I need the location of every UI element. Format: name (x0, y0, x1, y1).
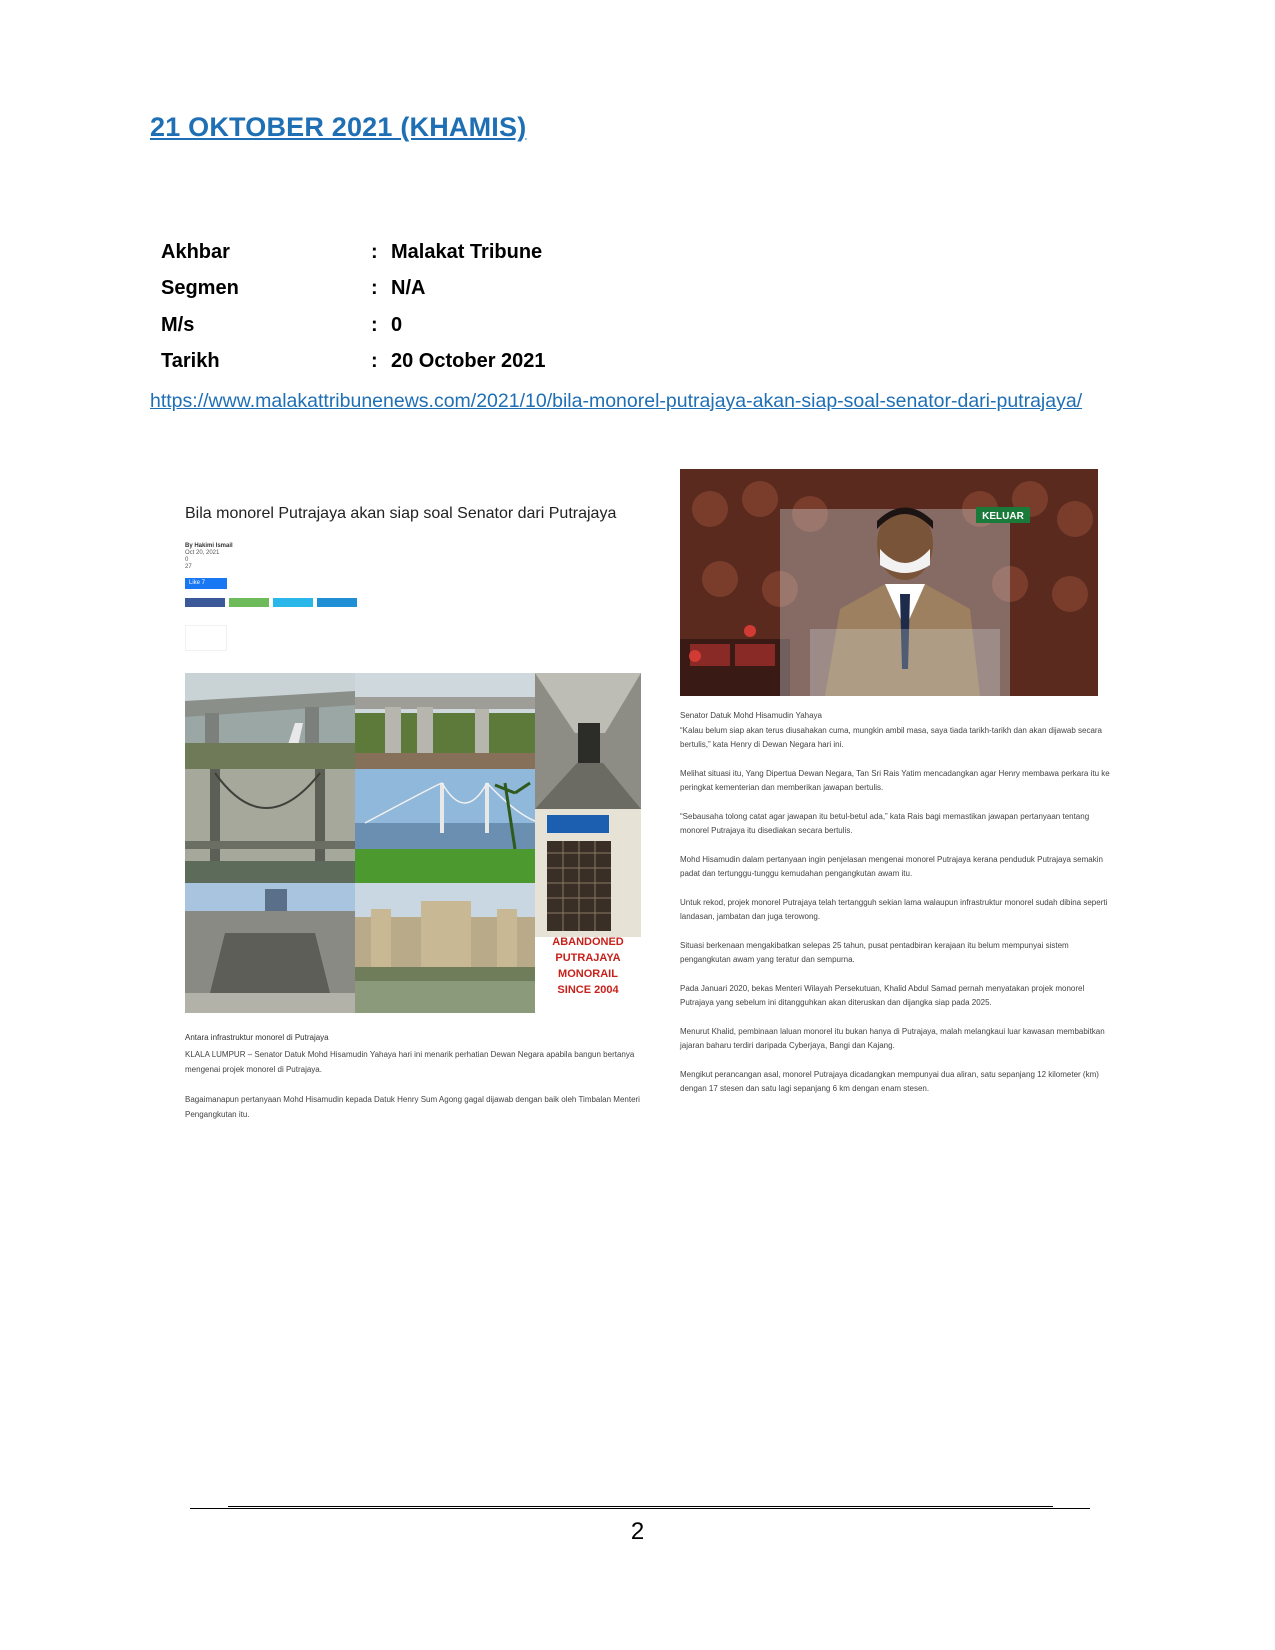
article-paragraph: Pada Januari 2020, bekas Menteri Wilayah Persekutuan, Khalid Abdul Samad pernah menyatakan projek monorel Putrajaya yang sebelum ini ditangguhkan akan diteruskan dan dijangka siap pada 2025. (680, 983, 1085, 1007)
monorail-collage-image (185, 673, 641, 1013)
article-title: Bila monorel Putrajaya akan siap soal Senator dari Putrajaya (185, 505, 617, 522)
byline-count: 27 (185, 564, 192, 570)
article-paragraph: “Kalau belum siap akan terus diusahakan cuma, mungkin ambil masa, saya tiada tarikh-tarikh dan akan dijawab secara bertulis,” kata Henry di Dewan Negara hari ini. (680, 725, 1103, 749)
article-url-link[interactable]: https://www.malakattribunenews.com/2021/10/bila-monorel-putrajaya-akan-siap-soal-senator-dari-putrajaya/ (150, 390, 1083, 412)
article-paragraph: Menurut Khalid, pembinaan laluan monorel itu bukan hanya di Putrajaya, malah melangkaui luar kawasan membabitkan jajaran baharu terdiri daripada Cyberjaya, Bangi dan Kajang. (680, 1026, 1105, 1050)
meta-colon: : (371, 240, 378, 263)
stamp-line-3: MONORAIL (558, 968, 618, 980)
byline-date: Oct 20, 2021 (185, 550, 220, 556)
no-entry-icon (689, 650, 701, 662)
article-paragraph: Untuk rekod, projek monorel Putrajaya telah tertangguh sekian lama walaupun infrastruktur monorel sudah dibina seperti landasan, jambatan dan juga terowong. (680, 897, 1108, 921)
article-paragraph: Situasi berkenaan mengakibatkan selepas 25 tahun, pusat pentadbiran kerajaan itu belum mempunyai sistem pengangkutan awam yang teratur dan sempurna. (680, 940, 1069, 964)
collage-tile-suspension-bridge-1 (185, 769, 355, 883)
stamp-line-1: ABANDONED (552, 936, 624, 948)
left-news-clipping (185, 465, 641, 1130)
collage-tile-rail-track (185, 673, 355, 769)
collage-caption: Antara infrastruktur monorel di Putrajaya (185, 1033, 329, 1042)
collage-tile-pillars (355, 673, 535, 769)
meta-value: Malakat Tribune (391, 240, 543, 263)
facebook-like-button[interactable]: Like 7 (185, 578, 227, 589)
footer-divider (228, 1506, 1053, 1507)
share-whatsapp-button[interactable] (229, 598, 269, 607)
collage-tile-tunnel (535, 673, 641, 809)
article-paragraph: Mohd Hisamudin dalam pertanyaan ingin penjelasan mengenai monorel Putrajaya kerana penduduk Putrajaya semakin padat dan tertunggu-tunggu kemudahan pengangkutan awam itu. (680, 854, 1103, 878)
collage-tile-abandoned-stamp (535, 936, 641, 1013)
stamp-line-2: PUTRAJAYA (555, 952, 621, 964)
date-heading: 21 OKTOBER 2021 (KHAMIS) (150, 112, 527, 142)
metadata-table (161, 234, 546, 380)
meta-label: M/s (161, 313, 195, 336)
share-twitter-button[interactable] (273, 598, 313, 607)
meta-row-segmen (161, 271, 546, 308)
meta-value: 20 October 2021 (391, 350, 546, 373)
comment-box[interactable] (185, 625, 227, 651)
meta-value: N/A (391, 277, 426, 300)
share-facebook-button[interactable] (185, 598, 225, 607)
meta-colon: : (371, 277, 378, 300)
meta-row-tarikh (161, 344, 546, 381)
article-paragraph: Melihat situasi itu, Yang Dipertua Dewan Negara, Tan Sri Rais Yatim mencadangkan agar Henry membawa perkara itu ke peringkat kementerian dan memberikan jawapan bertulis. (680, 768, 1110, 792)
collage-tile-concrete-wall (185, 883, 355, 1013)
photo-caption: Senator Datuk Mohd Hisamudin Yahaya (680, 711, 823, 720)
stamp-line-4: SINCE 2004 (557, 984, 619, 996)
meta-label: Akhbar (161, 240, 230, 263)
collage-tile-station-gate (535, 809, 641, 937)
byline-count: 0 (185, 557, 189, 563)
meta-colon: : (371, 313, 378, 336)
meta-row-akhbar (161, 234, 546, 271)
collage-tile-suspension-bridge-2 (355, 769, 535, 883)
footer-divider (190, 1508, 1090, 1509)
collage-tile-waterfront-building (355, 883, 535, 1013)
article-paragraph: “Sebausaha tolong catat agar jawapan itu betul-betul ada,” kata Rais bagi memastikan jawapan pertanyaan tentang monorel Putrajaya itu disediakan secara bertulis. (680, 811, 1090, 835)
meta-label: Tarikh (161, 350, 220, 373)
right-article-text (680, 709, 1110, 1111)
share-telegram-button[interactable] (317, 598, 357, 607)
meta-label: Segmen (161, 277, 239, 300)
exit-sign-text: KELUAR (982, 511, 1024, 522)
meta-colon: : (371, 350, 378, 373)
byline (185, 543, 233, 571)
meta-value: 0 (391, 313, 403, 336)
article-paragraph: KLALA LUMPUR – Senator Datuk Mohd Hisamudin Yahaya hari ini menarik perhatian Dewan Negara apabila bangun bertanya mengenai projek monorel di Putrajaya. (185, 1050, 635, 1074)
no-entry-icon (744, 625, 756, 637)
article-paragraph: Bagaimanapun pertanyaan Mohd Hisamudin kepada Datuk Henry Sum Agong gagal dijawab dengan baik oleh Timbalan Menteri Pengangkutan itu. (185, 1095, 640, 1119)
senator-photo (680, 469, 1098, 696)
page-number: 2 (630, 1518, 645, 1545)
byline-author: By Hakimi Ismail (185, 543, 233, 549)
meta-row-ms (161, 307, 546, 344)
article-paragraph: Mengikut perancangan asal, monorel Putrajaya dicadangkan mempunyai dua aliran, satu sepanjang 12 kilometer (km) dengan 17 stesen dan satu lagi sepanjang 6 km dengan enam stesen. (680, 1069, 1099, 1093)
right-news-clipping (680, 469, 1110, 1129)
